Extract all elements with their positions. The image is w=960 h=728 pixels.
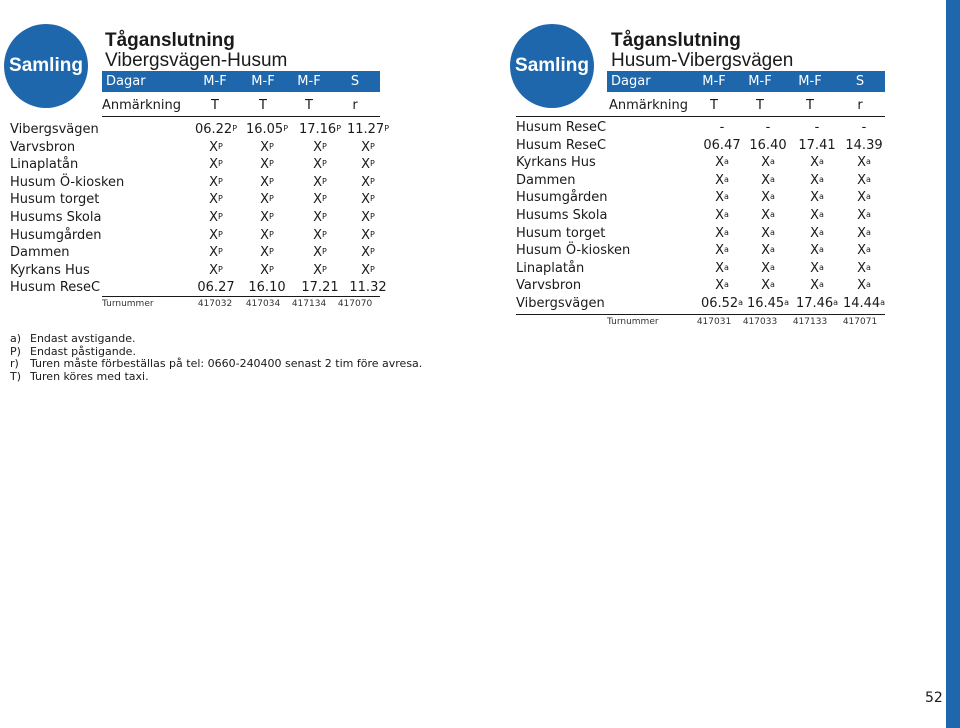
time-cell: $06.22^P$ (194, 122, 238, 137)
time-cell: $X^a$ (857, 243, 871, 259)
time-cell: $X^P$ (209, 227, 223, 243)
time-cell: $X^P$ (361, 174, 375, 190)
time-cell: 16.45$^a$ (746, 296, 790, 311)
stop-name: Vibergsvägen (516, 296, 605, 311)
time-cell: $X^a$ (715, 260, 729, 276)
stop-name: Husum Ö-kiosken (10, 174, 125, 190)
stop-name: Husum torget (10, 192, 100, 208)
day-col-3: M-F (297, 74, 321, 89)
time-cell: $X^P$ (209, 262, 223, 278)
day-col-4: S (350, 74, 360, 89)
time-cell: $X^a$ (857, 190, 871, 206)
stop-name: Husum ReseC (10, 280, 101, 296)
time-cell: $X^a$ (761, 208, 775, 223)
table-row (516, 260, 896, 278)
time-cell: $X^P$ (260, 245, 274, 261)
time-cell: $X^P$ (361, 227, 375, 243)
day-col-2: M-F (748, 74, 772, 89)
time-cell: $X^a$ (857, 208, 871, 223)
right-title-line2: Husum-Vibergsvägen (611, 50, 794, 71)
remark-col-3: T (806, 98, 814, 113)
left-title-line1: Tåganslutning (105, 30, 235, 51)
time-cell: $X^a$ (761, 278, 775, 294)
time-cell: 06.52$^a$ (700, 296, 744, 311)
time-cell: $X^P$ (209, 210, 223, 225)
turnummer-label: Turnummer (607, 317, 659, 327)
days-label: Dagar (611, 74, 651, 89)
time-cell: $X^P$ (361, 139, 375, 155)
remark-col-1: T (710, 98, 718, 113)
stop-name: Husums Skola (10, 210, 102, 225)
time-cell: 06.27 (197, 280, 235, 296)
stop-name: Dammen (10, 245, 70, 261)
day-col-3: M-F (798, 74, 822, 89)
time-cell: 14.39 (845, 137, 883, 153)
table-row (10, 262, 390, 280)
table-row (516, 154, 896, 172)
time-cell: $X^a$ (857, 155, 871, 171)
day-col-1: M-F (702, 74, 726, 89)
time-cell: $X^a$ (810, 208, 824, 223)
time-cell: $X^P$ (313, 262, 327, 278)
time-cell: $X^P$ (260, 192, 274, 208)
turnummer-value: 417031 (696, 317, 732, 327)
time-cell: $X^P$ (209, 192, 223, 208)
time-cell: $X^a$ (810, 155, 824, 171)
time-cell: 17.21 (301, 280, 339, 296)
time-cell: $X^a$ (715, 155, 729, 171)
time-cell: $X^a$ (810, 243, 824, 259)
stop-name: Husum torget (516, 225, 606, 241)
time-cell: $X^a$ (810, 260, 824, 276)
time-cell: $X^P$ (361, 192, 375, 208)
remarks-label: Anmärkning (102, 98, 181, 113)
right-header-divider (516, 116, 885, 117)
time-cell: $X^a$ (761, 155, 775, 171)
right-days-header (607, 71, 885, 92)
time-cell: $X^a$ (810, 225, 824, 241)
stop-name: Kyrkans Hus (10, 262, 90, 278)
time-cell: $X^P$ (209, 157, 223, 173)
stop-name: Varvsbron (10, 139, 76, 155)
stop-name: Linaplatån (10, 157, 79, 173)
time-cell: 06.47 (703, 137, 741, 153)
time-cell: $X^P$ (209, 139, 223, 155)
table-row (10, 227, 390, 245)
stop-name: Husums Skola (516, 208, 608, 223)
time-cell: $X^P$ (260, 139, 274, 155)
stop-name: Vibergsvägen (10, 122, 99, 137)
table-row (516, 207, 896, 225)
time-cell: $X^a$ (857, 172, 871, 188)
time-cell: $X^a$ (857, 260, 871, 276)
time-cell: 16.10 (248, 280, 286, 296)
time-cell: $X^P$ (260, 227, 274, 243)
time-cell: $X^a$ (761, 260, 775, 276)
time-cell: $X^a$ (761, 243, 775, 259)
stop-name: Husum Ö-kiosken (516, 243, 631, 259)
time-cell: $X^a$ (761, 172, 775, 188)
time-cell: $X^P$ (209, 245, 223, 261)
table-row (10, 121, 390, 139)
left-turnummer-row (102, 297, 380, 311)
time-cell: $X^P$ (209, 174, 223, 190)
time-cell: $X^a$ (715, 172, 729, 188)
table-row (516, 137, 896, 155)
samling-badge-left: Samling (4, 24, 88, 108)
time-cell: $X^P$ (361, 262, 375, 278)
samling-badge-right: Samling (510, 24, 594, 108)
table-row (516, 295, 896, 313)
remark-col-4: r (857, 98, 863, 113)
table-row (10, 139, 390, 157)
turnummer-value: 417033 (742, 317, 778, 327)
table-row (516, 277, 896, 295)
time-cell: - (814, 120, 820, 135)
turnummer-value: 417034 (245, 299, 281, 309)
turnummer-label: Turnummer (102, 299, 154, 309)
time-cell: - (861, 120, 867, 135)
time-cell: $X^P$ (361, 245, 375, 261)
page-edge-bar (946, 0, 960, 728)
time-cell: $X^a$ (810, 278, 824, 294)
time-cell: 14.44$^a$ (842, 296, 886, 311)
time-cell: $X^P$ (313, 245, 327, 261)
footnotes (10, 333, 422, 383)
time-cell: $X^P$ (260, 174, 274, 190)
time-cell: $X^a$ (761, 190, 775, 206)
table-row (10, 279, 390, 297)
remark-col-2: T (756, 98, 764, 113)
time-cell: $X^P$ (313, 174, 327, 190)
time-cell: $X^a$ (715, 225, 729, 241)
remarks-label: Anmärkning (609, 98, 688, 113)
table-row (10, 191, 390, 209)
time-cell: $X^a$ (761, 225, 775, 241)
time-cell: $X^P$ (260, 262, 274, 278)
stop-name: Husumgården (516, 190, 608, 206)
table-row (10, 209, 390, 227)
time-cell: $11.27^P$ (346, 122, 390, 137)
day-col-1: M-F (203, 74, 227, 89)
day-col-2: M-F (251, 74, 275, 89)
left-header-divider (102, 116, 380, 117)
stop-name: Husum ReseC (516, 120, 607, 135)
turnummer-value: 417134 (291, 299, 327, 309)
stop-name: Linaplatån (516, 260, 585, 276)
time-cell: 11.32 (349, 280, 387, 296)
day-col-4: S (855, 74, 865, 89)
days-label: Dagar (106, 74, 146, 89)
right-title-line1: Tåganslutning (611, 30, 741, 51)
time-cell: $X^P$ (313, 192, 327, 208)
turnummer-value: 417071 (842, 317, 878, 327)
time-cell: $X^P$ (313, 227, 327, 243)
table-row (10, 244, 390, 262)
time-cell: $X^P$ (313, 157, 327, 173)
stop-name: Husum ReseC (516, 137, 607, 153)
table-row (516, 242, 896, 260)
time-cell: $16.05^P$ (245, 122, 289, 137)
time-cell: $X^P$ (313, 210, 327, 225)
table-row (516, 225, 896, 243)
time-cell: $X^a$ (857, 225, 871, 241)
table-row (10, 174, 390, 192)
table-row (516, 119, 896, 137)
footnote: a) Endast avstigande. (10, 332, 136, 345)
remark-col-4: r (352, 98, 358, 113)
remark-col-2: T (259, 98, 267, 113)
time-cell: $X^P$ (361, 157, 375, 173)
stop-name: Kyrkans Hus (516, 155, 596, 171)
turnummer-value: 417133 (792, 317, 828, 327)
time-cell: $X^a$ (857, 278, 871, 294)
table-row (10, 156, 390, 174)
left-title-line2: Vibergsvägen-Husum (105, 50, 288, 71)
stop-name: Varvsbron (516, 278, 582, 294)
footnote: r) Turen måste förbeställas på tel: 0660-240400 senast 2 tim före avresa. (10, 357, 423, 370)
right-turnummer-row (607, 315, 885, 329)
right-remarks-row (607, 95, 885, 115)
time-cell: $X^P$ (260, 157, 274, 173)
time-cell: $X^a$ (715, 208, 729, 223)
time-cell: $X^P$ (361, 210, 375, 225)
time-cell: - (765, 120, 771, 135)
stop-name: Husumgården (10, 227, 102, 243)
footnote: P) Endast påstigande. (10, 344, 136, 358)
time-cell: $X^a$ (810, 190, 824, 206)
left-days-header (102, 71, 380, 92)
footnote: T) Turen köres med taxi. (10, 369, 149, 383)
table-row (516, 172, 896, 190)
time-cell: $X^a$ (715, 243, 729, 259)
time-cell: $X^P$ (260, 210, 274, 225)
table-row (516, 189, 896, 207)
time-cell: 17.46$^a$ (795, 296, 839, 311)
stop-name: Dammen (516, 172, 576, 188)
left-remarks-row (102, 95, 380, 115)
time-cell: $X^a$ (810, 172, 824, 188)
time-cell: - (719, 120, 725, 135)
remark-col-1: T (211, 98, 219, 113)
turnummer-value: 417032 (197, 299, 233, 309)
remark-col-3: T (305, 98, 313, 113)
time-cell: 16.40 (749, 137, 787, 153)
time-cell: 17.41 (798, 137, 836, 153)
turnummer-value: 417070 (337, 299, 373, 309)
time-cell: $X^a$ (715, 278, 729, 294)
time-cell: $X^a$ (715, 190, 729, 206)
page-number: 52 (925, 690, 943, 706)
time-cell: $17.16^P$ (298, 122, 342, 137)
time-cell: $X^P$ (313, 139, 327, 155)
